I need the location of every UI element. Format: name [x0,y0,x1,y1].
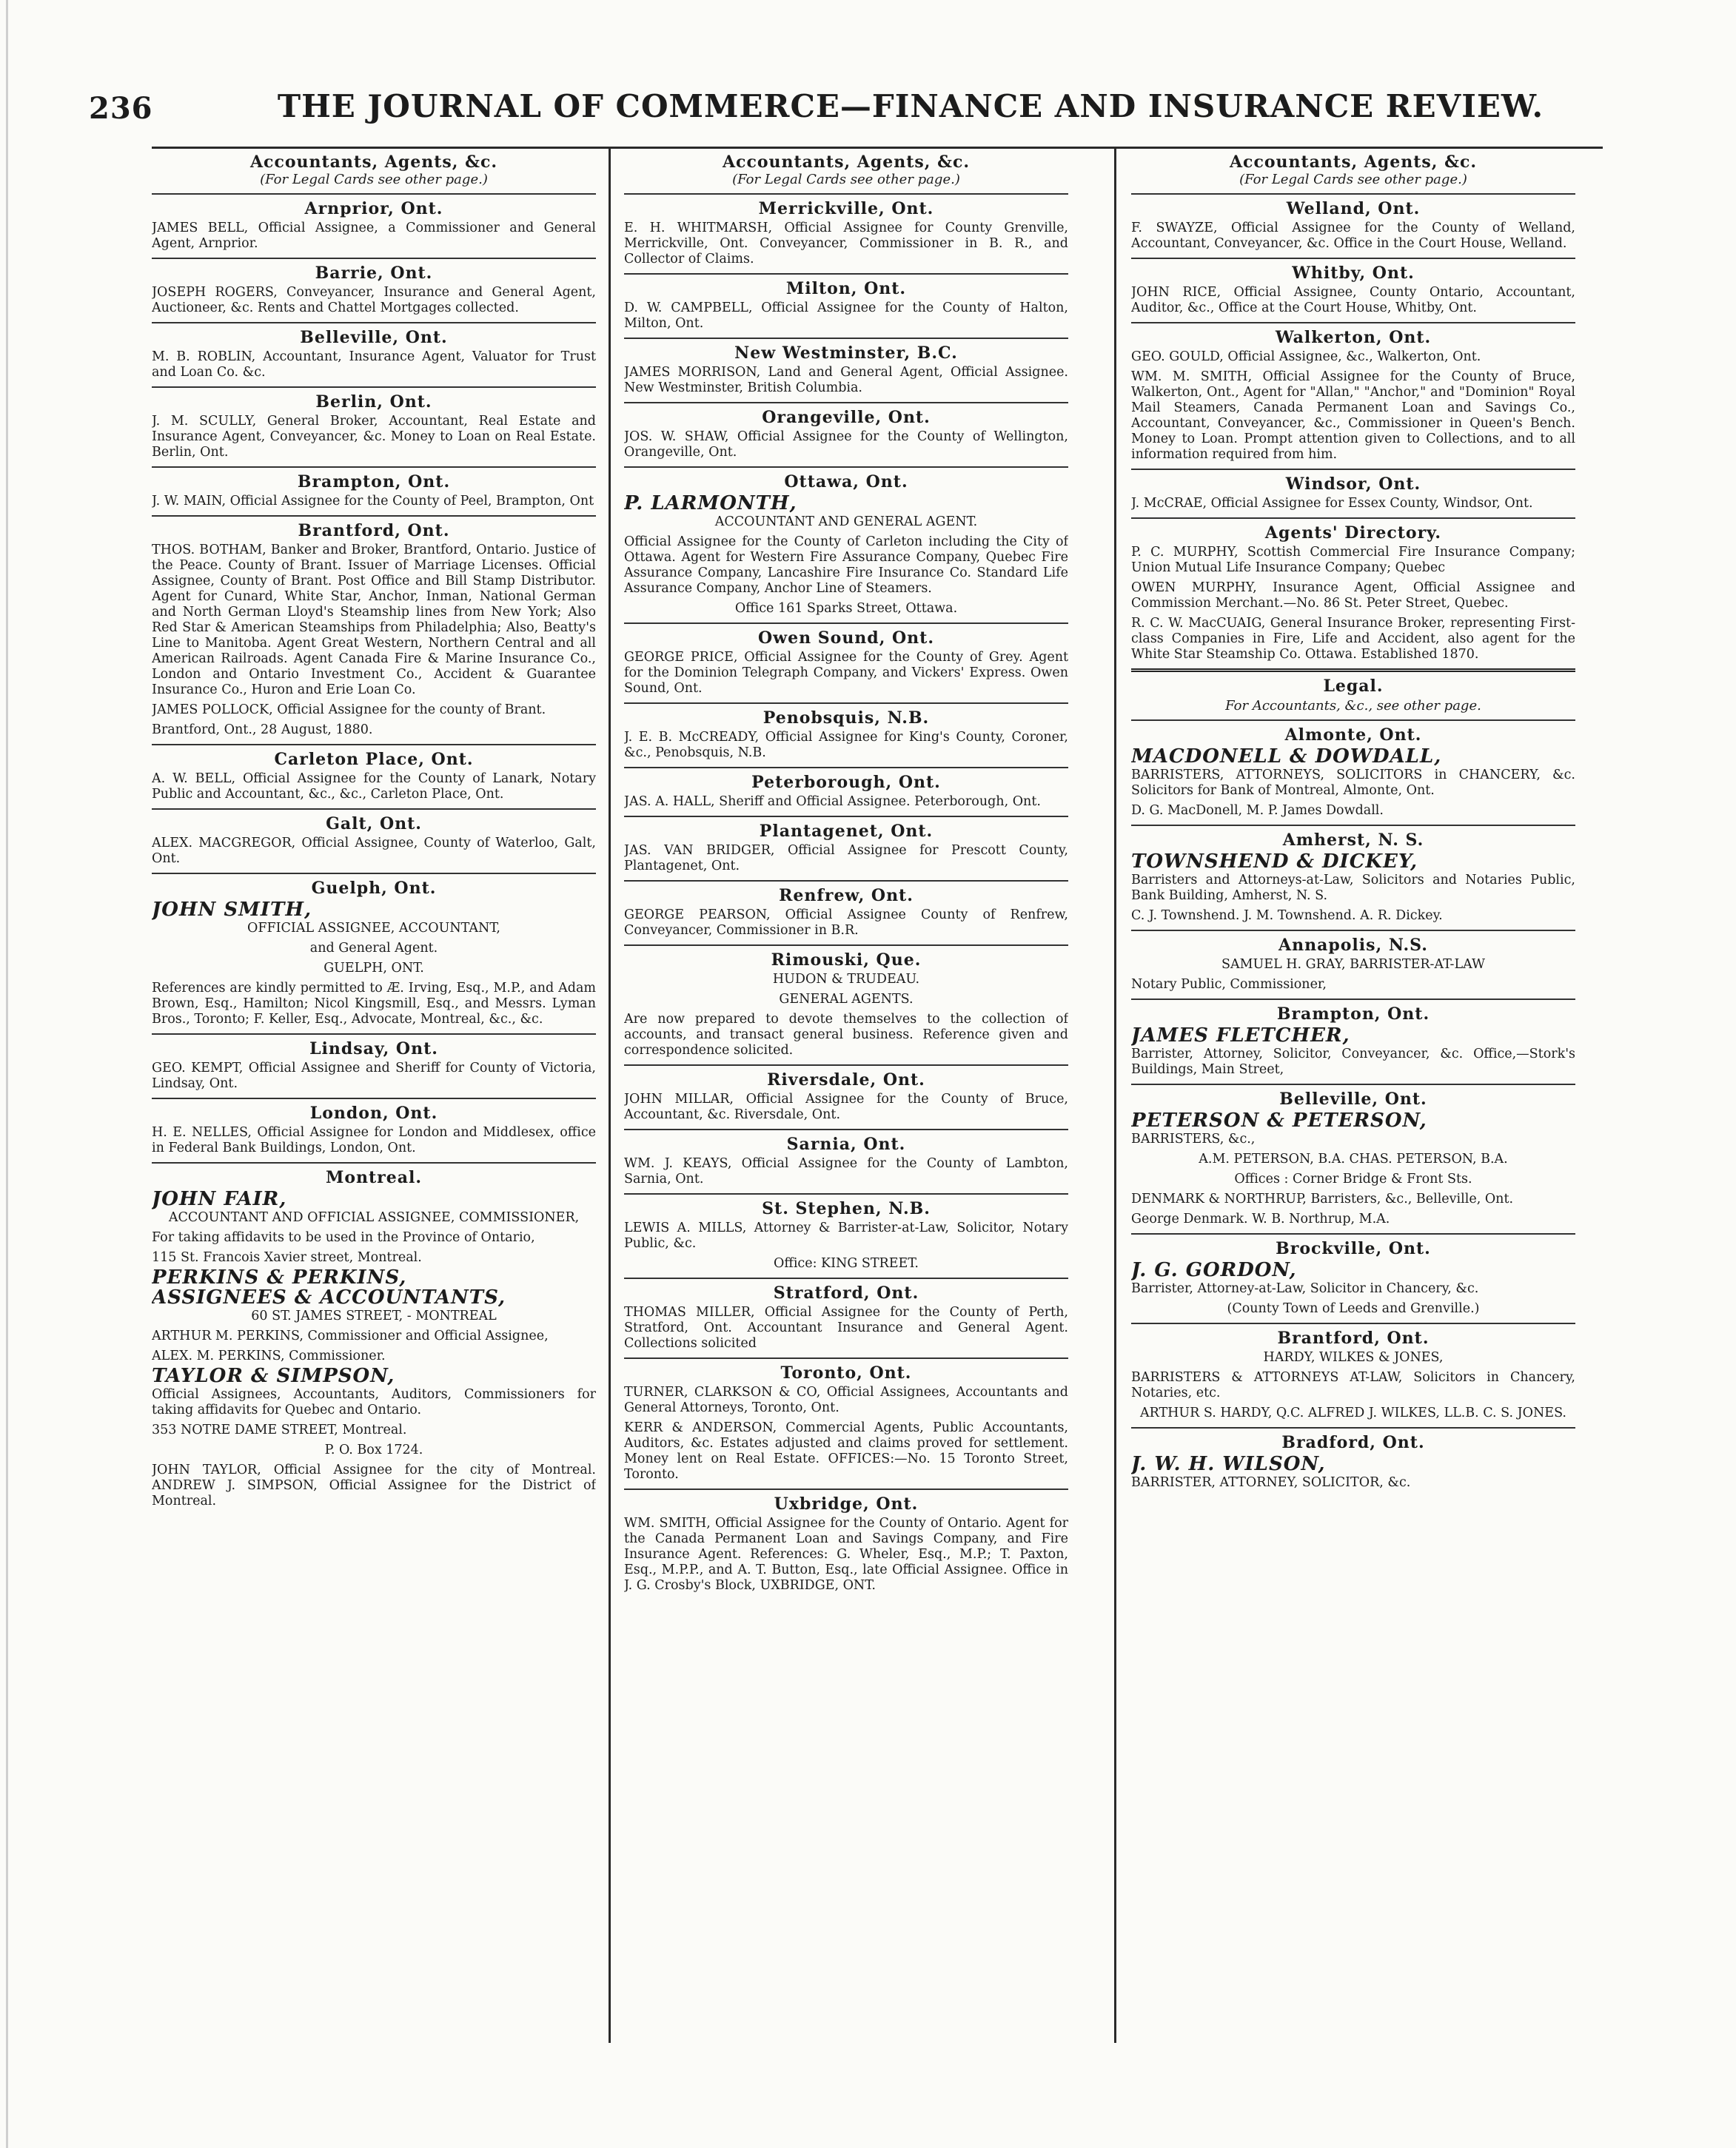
place-heading: Brampton, Ont. [1276,1004,1430,1024]
listing-entry: PETERSON & PETERSON, [1131,1110,1427,1132]
place-heading: Owen Sound, Ont. [758,628,934,648]
listing-entry: J. McCRAE, Official Assignee for Essex County, Windsor, Ont. [1131,496,1533,511]
listing-section [1131,469,1575,511]
listing-entry: Barrister, Attorney-at-Law, Solicitor in Chancery, &c. [1131,1281,1479,1296]
listing-entry: TURNER, CLARKSON & CO, Official Assignees, Accountants and General Attorneys, Toronto, Ont. [624,1385,1068,1415]
listing-entry: OWEN MURPHY, Insurance Agent, Official Assignee and Commission Merchant.—No. 86 St. Peter Street, Quebec. [1131,580,1575,611]
listing-entry: ARTHUR M. PERKINS, Commissioner and Official Assignee, [152,1329,549,1343]
place-heading: Almonte, Ont. [1284,725,1422,745]
column-2 [624,148,1068,2043]
listing-entry: P. O. Box 1724. [324,1443,423,1457]
listing-section [624,622,1068,697]
listing-entry: JOS. W. SHAW, Official Assignee for the County of Wellington, Orangeville, Ont. [624,429,1068,460]
listing-entry: M. B. ROBLIN, Accountant, Insurance Agent, Valuator for Trust and Loan Co. &c. [152,349,596,380]
listing-entry: F. SWAYZE, Official Assignee for the County of Welland, Accountant, Conveyancer, &c. Office in the Court House, Welland. [1131,221,1575,251]
listing-section [1131,517,1575,662]
listing-section [152,744,596,802]
listing-section [624,944,1068,1058]
listing-section [624,466,1068,617]
listing-section [624,880,1068,939]
listing-section [1131,719,1575,819]
listing-entry: D. G. MacDonell, M. P. James Dowdall. [1131,803,1384,818]
listing-section [624,1489,1068,1594]
listing-entry: GEO. GOULD, Official Assignee, &c., Walkerton, Ont. [1131,349,1481,364]
listing-entry: ALEX. M. PERKINS, Commissioner. [152,1349,386,1363]
listing-entry: Official Assignee for the County of Carleton including the City of Ottawa. Agent for Western Fire Assurance Company, Quebec Fire Assurance Company, Lancashire Fire Insurance Co. Standard Life Assurance Company, Anchor Line of Steamers. [624,534,1068,596]
place-heading: Brockville, Ont. [1276,1239,1431,1258]
listing-entry: OFFICIAL ASSIGNEE, ACCOUNTANT, [247,921,500,936]
listing-section [624,273,1068,332]
listing-entry: JAMES MORRISON, Land and General Agent, Official Assignee. New Westminster, British Columbia. [624,365,1068,395]
listing-entry: P. C. MURPHY, Scottish Commercial Fire Insurance Company; Union Mutual Life Insurance Company; Quebec [1131,545,1575,575]
place-heading: Stratford, Ont. [773,1283,919,1303]
listing-entry: LEWIS A. MILLS, Attorney & Barrister-at-Law, Solicitor, Notary Public, &c. [624,1221,1068,1251]
place-heading: Penobsquis, N.B. [763,708,930,728]
listing-entry: R. C. W. MacCUAIG, General Insurance Broker, representing First-class Companies in Fire, Life and Accident, also agent for the White Star Steamship Co. Ottawa. Established 1870. [1131,616,1575,662]
place-heading: Whitby, Ont. [1292,264,1415,283]
place-heading: Lindsay, Ont. [309,1039,438,1058]
listing-entry: Office 161 Sparks Street, Ottawa. [734,601,958,616]
place-heading: Windsor, Ont. [1285,474,1421,494]
place-heading: Barrie, Ont. [315,264,433,283]
listing-entry: Brantford, Ont., 28 August, 1880. [152,722,373,737]
listing-entry: THOS. BOTHAM, Banker and Broker, Brantford, Ontario. Justice of the Peace. County of Brant. Issuer of Marriage Licenses. Official Assignee, County of Brant. Post Office and Bill Stamp Distributor. Agent for Cunard, White Star, Anchor, Inman, National German and North German Lloyd's Steamship lines from New York; Also Red Star & American Steamships from Philadelphia; Also, Beatty's Line to Manitoba. Agent Great Western, Northern Central and all American Railroads. Agent Canada Fire & Marine Insurance Co., London and Ontario Investment Co., Accident & Guarantee Insurance Co., Huron and Erie Loan Co. [152,543,596,697]
scan-edge [6,0,8,2148]
place-heading: New Westminster, B.C. [734,343,958,363]
listing-entry: Notary Public, Commissioner, [1131,977,1327,992]
listing-section [1131,258,1575,316]
listing-entry: GEORGE PEARSON, Official Assignee County of Renfrew, Conveyancer, Commissioner in B.R. [624,907,1068,938]
listing-entry: WM. M. SMITH, Official Assignee for the County of Bruce, Walkerton, Ont., Agent for "Allan," "Anchor," and "Dominion" Royal Mail Steamers, Canada Permanent Loan and Savings Co., Accountant, Conveyancer, &c., Commissioner in Queen's Bench. Money to Loan. Prompt attention given to Collections, and to all information required from him. [1131,369,1575,462]
listing-entry: TAYLOR & SIMPSON, [152,1365,395,1387]
listing-section [152,515,596,738]
column-divider [1114,148,1116,2043]
column-subheading: (For Legal Cards see other page.) [260,172,488,187]
listing-entry: ARTHUR S. HARDY, Q.C. ALFRED J. WILKES, LL.B. C. S. JONES. [1139,1406,1566,1420]
listing-entry: J. W. MAIN, Official Assignee for the County of Peel, Brampton, Ont [152,494,594,509]
listing-section [624,1357,1068,1483]
listing-entry: J. E. B. McCREADY, Official Assignee for King's County, Coroner, &c., Penobsquis, N.B. [624,730,1068,760]
listing-entry: BARRISTER, ATTORNEY, SOLICITOR, &c. [1131,1475,1411,1490]
listing-entry: WM. J. KEAYS, Official Assignee for the County of Lambton, Sarnia, Ont. [624,1156,1068,1187]
listing-entry: References are kindly permitted to Æ. Irving, Esq., M.P., and Adam Brown, Esq., Hamilton; Nicol Kingsmill, Esq., and Messrs. Lyman Bros., Toronto; F. Keller, Esq., Advocate, Montreal, &c., &c. [152,981,596,1027]
place-heading: Carleton Place, Ont. [274,750,474,769]
place-heading: Galt, Ont. [326,814,422,833]
listing-section [152,466,596,509]
place-heading: London, Ont. [309,1104,438,1123]
listing-entry: J. G. GORDON, [1131,1259,1297,1281]
place-heading: Welland, Ont. [1286,199,1421,218]
listing-entry: TOWNSHEND & DICKEY, [1131,850,1418,873]
place-heading: Legal. [1323,677,1384,696]
listing-section [152,1162,596,1509]
listing-entry: JOHN SMITH, [152,899,312,921]
listing-entry: George Denmark. W. B. Northrup, M.A. [1131,1212,1390,1226]
listing-entry: Office: KING STREET. [774,1256,919,1271]
listing-section [152,193,596,252]
listing-entry: JOHN FAIR, [152,1188,287,1210]
listing-entry: JAMES FLETCHER, [1131,1024,1350,1047]
listing-section [624,816,1068,874]
listing-entry: JAMES BELL, Official Assignee, a Commissioner and General Agent, Arnprior. [152,221,596,251]
listing-entry: and General Agent. [309,941,438,956]
listing-entry: PERKINS & PERKINS, [152,1266,407,1289]
place-heading: Guelph, Ont. [311,879,437,898]
listing-entry: 60 ST. JAMES STREET, - MONTREAL [251,1309,497,1323]
place-heading: Walkerton, Ont. [1275,328,1432,347]
listing-section [1131,930,1575,993]
listing-entry: For taking affidavits to be used in the Province of Ontario, [152,1230,535,1245]
listing-entry: ACCOUNTANT AND OFFICIAL ASSIGNEE, COMMISSIONER, [168,1210,580,1225]
listing-entry: D. W. CAMPBELL, Official Assignee for the County of Halton, Milton, Ont. [624,301,1068,331]
listing-section [152,386,596,460]
listing-section [152,1098,596,1156]
place-heading: Brampton, Ont. [297,472,451,491]
listing-entry: E. H. WHITMARSH, Official Assignee for County Grenville, Merrickville, Ont. Conveyancer, Commissioner in B. R., and Collector of Claims. [624,221,1068,266]
place-heading: Brantford, Ont. [1277,1329,1430,1348]
place-heading: Merrickville, Ont. [758,199,934,218]
listing-section [1131,1427,1575,1491]
place-heading: Annapolis, N.S. [1278,936,1428,955]
column-subheading: (For Legal Cards see other page.) [732,172,960,187]
place-heading: Riversdale, Ont. [767,1070,925,1090]
place-heading: Orangeville, Ont. [762,408,931,427]
listing-section [624,702,1068,761]
place-heading: Plantagenet, Ont. [759,822,934,841]
listing-entry: JOHN MILLAR, Official Assignee for the County of Bruce, Accountant, &c. Riversdale, Ont. [624,1092,1068,1122]
place-heading: Amherst, N. S. [1282,830,1424,850]
place-heading: Arnprior, Ont. [304,199,443,218]
listing-section [624,1278,1068,1352]
listing-section [152,808,596,867]
listing-entry: MACDONELL & DOWDALL, [1131,745,1442,768]
page-title: THE JOURNAL OF COMMERCE—FINANCE AND INSURANCE REVIEW. [277,88,1544,124]
column-heading: Accountants, Agents, &c. [249,152,498,172]
column-3 [1131,148,1575,2043]
listing-section [1131,668,1575,714]
column-subheading: (For Legal Cards see other page.) [1239,172,1467,187]
place-heading: Berlin, Ont. [315,392,432,412]
listing-entry: J. M. SCULLY, General Broker, Accountant, Real Estate and Insurance Agent, Conveyancer, &c. Money to Loan on Real Estate. Berlin, Ont. [152,414,596,460]
listing-entry: GUELPH, ONT. [324,961,424,976]
listing-section [1131,999,1575,1078]
place-heading: Toronto, Ont. [780,1363,912,1383]
place-heading: Rimouski, Que. [771,950,922,970]
listing-entry: JAS. VAN BRIDGER, Official Assignee for Prescott County, Plantagenet, Ont. [624,843,1068,873]
listing-entry: Barristers and Attorneys-at-Law, Solicitors and Notaries Public, Bank Building, Amherst, N. S. [1131,873,1575,903]
listing-section [152,1033,596,1092]
listing-section [624,767,1068,810]
listing-entry: JOHN TAYLOR, Official Assignee for the city of Montreal. ANDREW J. SIMPSON, Official Assignee for the District of Montreal. [152,1463,596,1508]
listing-entry: Are now prepared to devote themselves to the collection of accounts, and transact general business. Reference given and correspondence solicited. [624,1012,1068,1058]
listing-entry: JAMES POLLOCK, Official Assignee for the county of Brant. [152,702,546,717]
listing-entry: 115 St. Francois Xavier street, Montreal. [152,1250,422,1265]
page-header [89,85,1629,144]
listing-section [1131,1233,1575,1317]
listing-entry: Official Assignees, Accountants, Auditors, Commissioners for taking affidavits for Quebec and Ontario. [152,1387,596,1417]
listing-entry: SAMUEL H. GRAY, BARRISTER-AT-LAW [1221,957,1485,972]
column-heading: Accountants, Agents, &c. [722,152,971,172]
listing-entry: BARRISTERS, ATTORNEYS, SOLICITORS in CHANCERY, &c. Solicitors for Bank of Montreal, Almonte, Ont. [1131,768,1575,798]
column-1 [152,148,596,2043]
place-heading: Brantford, Ont. [298,521,450,540]
column-heading: Accountants, Agents, &c. [1229,152,1478,172]
listing-entry: A. W. BELL, Official Assignee for the County of Lanark, Notary Public and Accountant, &c., &c., Carleton Place, Ont. [152,771,596,802]
place-heading: Montreal. [325,1168,423,1187]
listing-entry: JOHN RICE, Official Assignee, County Ontario, Accountant, Auditor, &c., Office at the Court House, Whitby, Ont. [1131,285,1575,315]
listing-entry: THOMAS MILLER, Official Assignee for the County of Perth, Stratford, Ont. Accountant Insurance and General Agent. Collections solicited [624,1305,1068,1351]
listing-section [1131,1084,1575,1227]
listing-entry: Barrister, Attorney, Solicitor, Conveyancer, &c. Office,—Stork's Buildings, Main Street, [1131,1047,1575,1077]
listing-entry: (County Town of Leeds and Grenville.) [1227,1301,1480,1316]
place-heading: Peterborough, Ont. [751,773,941,792]
listing-entry: WM. SMITH, Official Assignee for the County of Ontario. Agent for the Canada Permanent Loan and Savings Company, and Fire Insurance Agent. References: G. Wheler, Esq., M.P.; T. Paxton, Esq., M.P.P., and A. T. Button, Esq., late Official Assignee. Office in J. G. Crosby's Block, UXBRIDGE, ONT. [624,1516,1068,1593]
listing-section [152,873,596,1027]
listing-entry: HARDY, WILKES & JONES, [1263,1350,1444,1365]
listing-entry: Offices : Corner Bridge & Front Sts. [1234,1172,1472,1187]
listing-entry: GEO. KEMPT, Official Assignee and Sheriff for County of Victoria, Lindsay, Ont. [152,1061,596,1091]
page-number: 236 [89,91,153,126]
listing-section [1131,322,1575,463]
place-heading: Sarnia, Ont. [786,1135,906,1154]
place-heading: St. Stephen, N.B. [762,1199,931,1218]
place-heading: Agents' Directory. [1264,523,1442,543]
listing-section [624,1193,1068,1272]
listing-entry: BARRISTERS, &c., [1131,1132,1256,1147]
column-divider [609,148,611,2043]
listing-section [1131,1323,1575,1421]
listing-entry: BARRISTERS & ATTORNEYS AT-LAW, Solicitors in Chancery, Notaries, etc. [1131,1370,1575,1400]
listing-entry: P. LARMONTH, [624,492,797,514]
place-heading: Belleville, Ont. [1279,1090,1427,1109]
listing-entry: H. E. NELLES, Official Assignee for London and Middlesex, office in Federal Bank Buildings, London, Ont. [152,1125,596,1155]
listing-section [624,338,1068,396]
listing-entry: A.M. PETERSON, B.A. CHAS. PETERSON, B.A. [1199,1152,1508,1167]
listing-entry: GEORGE PRICE, Official Assignee for the County of Grey. Agent for the Dominion Telegraph Company, and Vickers' Express. Owen Sound, Ont. [624,650,1068,696]
listing-entry: JAS. A. HALL, Sheriff and Official Assignee. Peterborough, Ont. [624,794,1041,809]
listing-section [624,402,1068,460]
listing-section [152,258,596,316]
listing-entry: KERR & ANDERSON, Commercial Agents, Public Accountants, Auditors, &c. Estates adjusted and claims proved for settlement. Money lent on Real Estate. OFFICES:—No. 15 Toronto Street, Toronto. [624,1420,1068,1482]
listing-entry: DENMARK & NORTHRUP, Barristers, &c., Belleville, Ont. [1131,1192,1514,1206]
listing-entry: ACCOUNTANT AND GENERAL AGENT. [714,514,978,529]
place-heading: Belleville, Ont. [300,328,448,347]
listing-entry: HUDON & TRUDEAU. [772,972,920,987]
place-heading: Milton, Ont. [785,279,907,298]
listing-section [624,1064,1068,1123]
listing-entry: GENERAL AGENTS. [779,992,914,1007]
listing-entry: C. J. Townshend. J. M. Townshend. A. R. Dickey. [1131,908,1443,923]
listing-section [624,1129,1068,1187]
place-heading: Renfrew, Ont. [779,886,914,905]
place-heading: Ottawa, Ont. [784,472,908,491]
place-heading: Uxbridge, Ont. [774,1494,919,1514]
listing-section [624,193,1068,267]
listing-section [1131,825,1575,924]
place-heading: Bradford, Ont. [1281,1433,1425,1452]
listing-entry: ASSIGNEES & ACCOUNTANTS, [152,1286,506,1309]
listing-entry: JOSEPH ROGERS, Conveyancer, Insurance and General Agent, Auctioneer, &c. Rents and Chattel Mortgages collected. [152,285,596,315]
section-subheading: For Accountants, &c., see other page. [1225,698,1481,714]
listing-section [152,322,596,380]
listing-entry: J. W. H. WILSON, [1131,1453,1326,1475]
listing-section [1131,193,1575,252]
listing-entry: 353 NOTRE DAME STREET, Montreal. [152,1423,407,1437]
listing-entry: ALEX. MACGREGOR, Official Assignee, County of Waterloo, Galt, Ont. [152,836,596,866]
